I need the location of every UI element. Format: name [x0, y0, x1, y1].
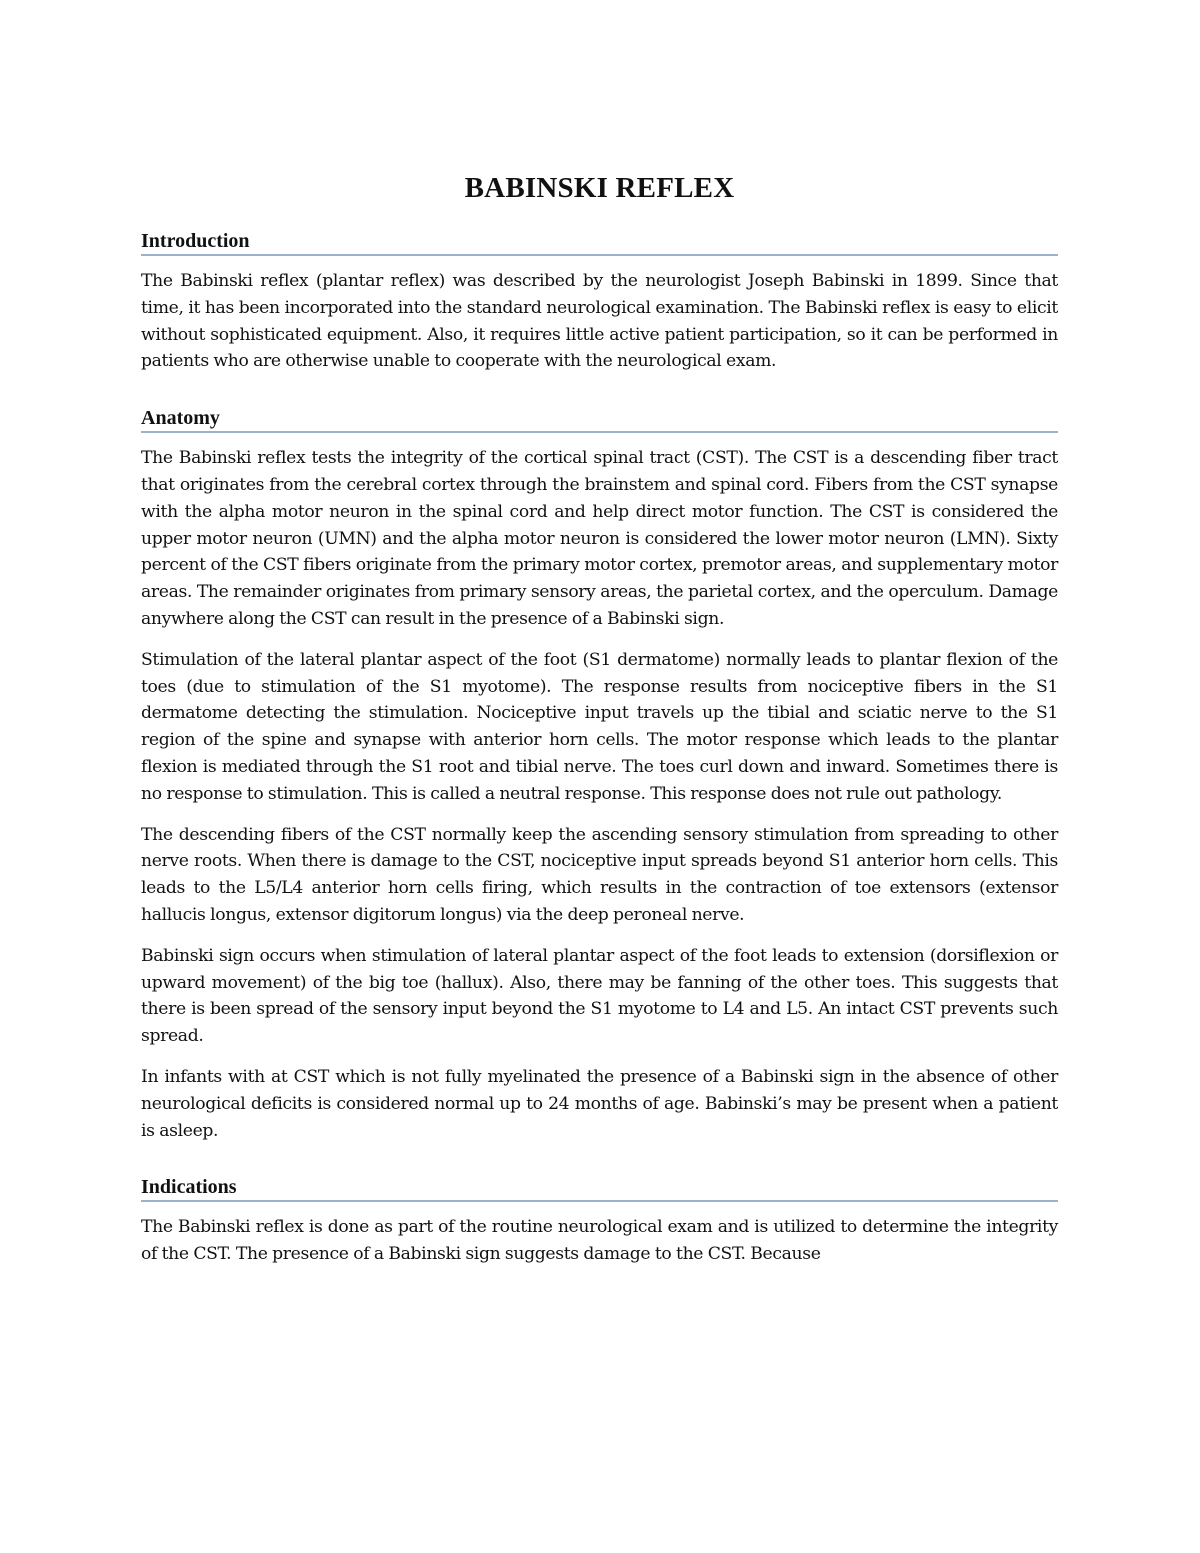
paragraph: The Babinski reflex (plantar reflex) was described by the neurologist Joseph Babinski in 1899. Since that time, it has been incorporated into the standard neurological examination. The Babinski reflex is easy to elicit without sophisticated equipment. Also, it requires little active patient participation, so it can be performed in patients who are otherwise unable to cooperate with the neurological exam.: [141, 271, 1058, 372]
paragraph: The Babinski reflex is done as part of the routine neurological exam and is utilized to determine the integrity of the CST. The presence of a Babinski sign suggests damage to the CST. Because: [141, 1217, 1058, 1265]
section-heading-introduction: Introduction: [141, 230, 1058, 256]
paragraph: The descending fibers of the CST normally keep the ascending sensory stimulation from spreading to other nerve roots. When there is damage to the CST, nociceptive input spreads beyond S1 anterior horn cells. This leads to the L5/L4 anterior horn cells firing, which results in the contraction of toe extensors (extensor hallucis longus, extensor digitorum longus) via the deep peroneal nerve.: [141, 824, 1058, 925]
paragraph: In infants with at CST which is not fully myelinated the presence of a Babinski sign in the absence of other neurological deficits is considered normal up to 24 months of age. Babinski’s may be present when a patient is asleep.: [141, 1066, 1058, 1141]
section-indications: [141, 1176, 1058, 1268]
section-heading-anatomy: Anatomy: [141, 407, 1058, 433]
section-introduction: [141, 230, 1058, 375]
paragraph: Stimulation of the lateral plantar aspect of the foot (S1 dermatome) normally leads to plantar flexion of the toes (due to stimulation of the S1 myotome). The response results from nociceptive fibers in the S1 dermatome detecting the stimulation. Nociceptive input travels up the tibial and sciatic nerve to the S1 region of the spine and synapse with anterior horn cells. The motor response which leads to the plantar flexion is mediated through the S1 root and tibial nerve. The toes curl down and inward. Sometimes there is no response to stimulation. This is called a neutral response. This response does not rule out pathology.: [141, 649, 1058, 804]
section-anatomy: [141, 407, 1058, 1144]
paragraph: Babinski sign occurs when stimulation of lateral plantar aspect of the foot leads to extension (dorsiflexion or upward movement) of the big toe (hallux). Also, there may be fanning of the other toes. This suggests that there is been spread of the sensory input beyond the S1 myotome to L4 and L5. An intact CST prevents such spread.: [141, 945, 1058, 1047]
section-heading-indications: Indications: [141, 1176, 1058, 1202]
document-page: [141, 172, 1058, 1282]
page-title: BABINSKI REFLEX: [464, 172, 735, 204]
paragraph: The Babinski reflex tests the integrity of the cortical spinal tract (CST). The CST is a descending fiber tract that originates from the cerebral cortex through the brainstem and spinal cord. Fibers from the CST synapse with the alpha motor neuron in the spinal cord and help direct motor function. The CST is considered the upper motor neuron (UMN) and the alpha motor neuron is considered the lower motor neuron (LMN). Sixty percent of the CST fibers originate from the primary motor cortex, premotor areas, and supplementary motor areas. The remainder originates from primary sensory areas, the parietal cortex, and the operculum. Damage anywhere along the CST can result in the presence of a Babinski sign.: [141, 448, 1058, 629]
